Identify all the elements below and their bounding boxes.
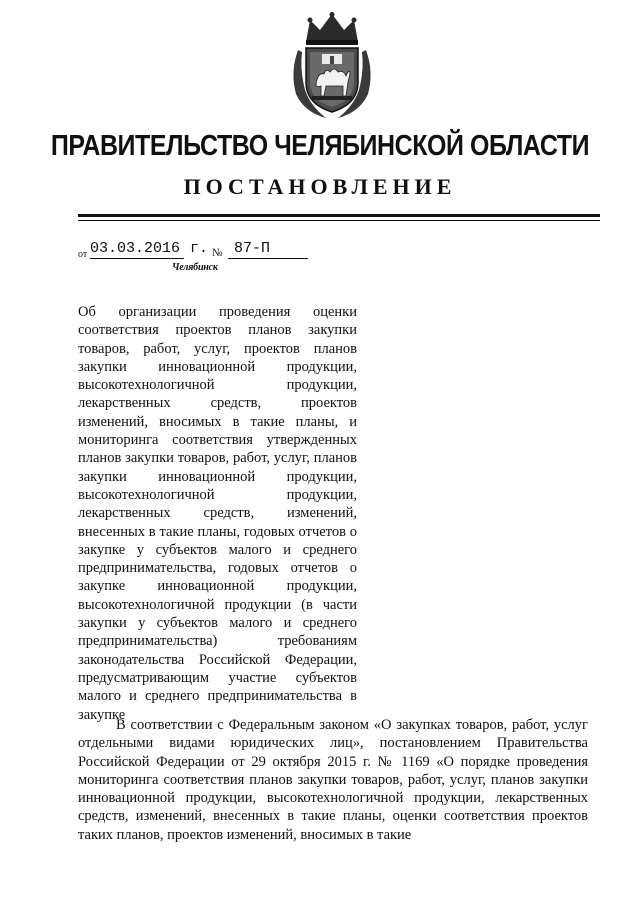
header-divider-thin — [78, 220, 600, 221]
from-label: от — [78, 249, 88, 260]
coat-of-arms-emblem — [286, 12, 378, 120]
document-number: 87-П — [228, 240, 308, 259]
year-suffix: г. — [190, 240, 209, 257]
document-date: 03.03.2016 — [90, 240, 184, 259]
city-label: Челябинск — [172, 262, 218, 273]
document-body-paragraph: В соответствии с Федеральным законом «О закупках товаров, работ, услуг отдельными видами юридических лиц», постановлением Правительства Российской Федерации от 29 октября 2015 г. № 1169 «О порядке проведения мониторинга соответствия планов закупки товаров, работ, услуг, планов закупки инновационной продукции, высокотехнологичной продукции, лекарственных средств, изменений, внесенных в такие планы, оценки соответствия проектов таких планов, проектов изменений, вносимых в такие — [78, 717, 588, 843]
number-label: № — [212, 247, 223, 259]
header-divider-thick — [78, 214, 600, 217]
registration-line — [78, 240, 318, 264]
coat-of-arms-icon — [286, 12, 378, 120]
document-type: ПОСТАНОВЛЕНИЕ — [183, 174, 457, 199]
document-subject: Об организации проведения оценки соответствия проектов планов закупки товаров, работ, услуг, проектов планов закупки инновационной продукции, высокотехнологичной продукции, лекарственных средств, проектов изменений, вносимых в такие планы, и мониторинга соответствия утвержденных планов закупки товаров, работ, услуг, планов закупки инновационной продукции, высокотехнологичной продукции, лекарственных средств, изменений, внесенных в такие планы, годовых отчетов о закупке у субъектов малого и среднего предпринимательства, годовых отчетов о закупке инновационной продукции, высокотехнологичной продукции (в части закупки у субъектов малого и среднего предпринимательства) требованиям законодательства Российской Федерации, предусматривающим участие субъектов малого и среднего предпринимательства в закупке — [78, 304, 357, 723]
organization-title: ПРАВИТЕЛЬСТВО ЧЕЛЯБИНСКОЙ ОБЛАСТИ — [50, 130, 590, 162]
